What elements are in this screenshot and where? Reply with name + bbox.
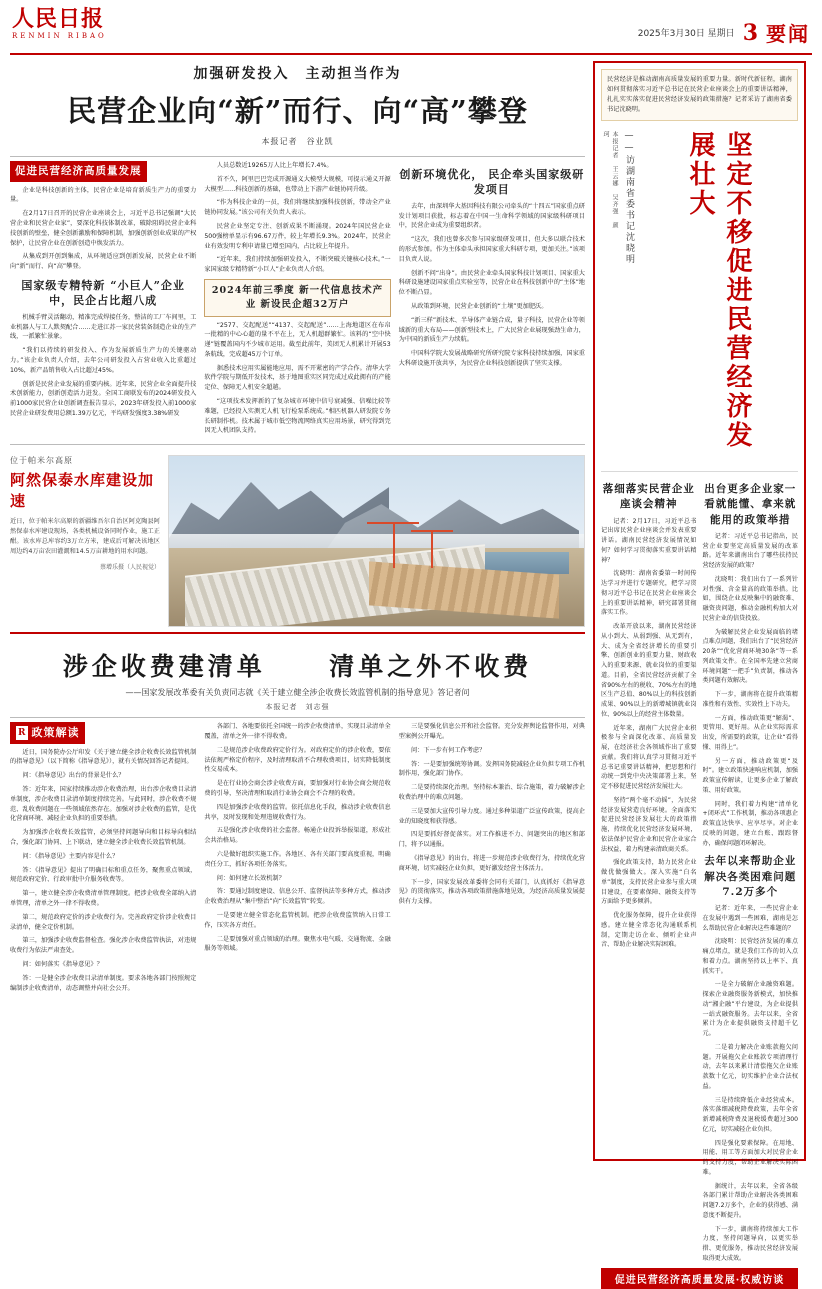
page-number: 3 [742,19,758,46]
feature-headline-left: 涉企收费建清单 [62,652,266,682]
lead-kicker: 加强研发投入 主动担当作为 [193,66,402,82]
paragraph: 沈晓明：我们出台了一系列针对性强、含金量高的政策举措。比如，围绕企业反映集中的融资难、融资贵问题，推动金融机构加大对民营企业的信贷投放。 [702,575,798,622]
photo-story-text [10,455,160,627]
paragraph: 答：一是要加强统筹协调。发挥国务院减轻企业负担专项工作机制作用，强化部门协作。 [398,760,585,778]
paragraph: “近年来，我们持续加强研发投入，不断突破关键核心技术。”一家国家级专精特新“小巨人”企业负责人介绍。 [204,256,391,274]
paragraph: 四是要抓好督促落实。对工作推进不力、问题突出的地区和部门，将予以通报。 [398,831,585,849]
feature-byline: 本报记者 刘志强 [265,703,330,712]
feature-columns [10,722,585,997]
paragraph: 答：近年来，国家持续推动涉企收费治理，出台涉企收费目录清单制度，涉企收费目录清单制度持续完善。与此同时，涉企收费不规范、乱收费问题在一些领域依然存在。加强对涉企收费的监管，是优化营商环境、减轻企业负担的重要举措。 [10,786,197,823]
paragraph: 据悉技术应用实属能地应用，需不开紧密的产学合作。清华大学软件学院与期低开发技术，基于地图重实区同完成过成此拥有的产能定位、保障无人机安全超越。 [204,364,391,392]
paragraph: 答：《指导意见》提出了明确目标和重点任务，聚焦重点领域，规范政府定价、行政审批中介服务收费等。 [10,866,197,884]
paragraph: 答：一是健全涉企收费目录清单制度。要求各地各部门按照规定编制涉企收费清单，动态调整并向社会公开。 [10,974,197,992]
masthead-right [638,8,810,47]
paragraph: 三是要加大宣传引导力度。通过多种渠道广泛宣传政策，提高企业的知晓度和获得感。 [398,807,585,825]
feature-headline-right: 清单之外不收费 [329,652,533,682]
paragraph: 近年来，湖南广大民营企业积极参与全面深化改革、高质量发展，在经济社会各领域作出了重要贡献。我们将认真学习贯彻习近平总书记重要讲话精神，把思想和行动统一到党中央决策部署上来，坚定不移促进民营经济发展壮大。 [601,724,697,791]
interview-columns [601,476,798,1267]
paragraph: 从政策到环境，民营企业创新的“土壤”更加肥沃。 [411,302,548,310]
page-body [10,61,812,1286]
paragraph: 第三，加强涉企收费监督检查。强化涉企收费监管执法，对违规收费行为依法严肃查处。 [10,937,197,955]
logo-pinyin: RENMIN RIBAO [12,32,107,41]
paragraph: 坚持“两个毫不动摇”，为民营经济发展营造良好环境。全面落实促进民营经济发展壮大的政策措施，持续优化民营经济发展环境，依法保护民营企业和民营企业家合法权益，着力构建亲清政商关系。 [601,796,697,853]
paragraph: 问：如何落实《指导意见》？ [22,960,103,968]
interview-footer-banner: 促进民营经济高质量发展·权威访谈 [601,1268,798,1289]
paragraph: 沈晓明：民营经济发展的难点痛点堵点，就是我们工作的切入点和着力点。湖南坚持以上率下、真抓实干。 [702,938,798,975]
paragraph: 沈晓明：湖南省委第一时间传达学习并进行专题研究，把学习贯彻习近平总书记在民营企业座谈会上的重要讲话精神，研究部署贯彻落实工作。 [601,570,697,617]
paragraph: 问：《指导意见》主要内容是什么？ [22,852,119,860]
paragraph: 中国科学院大发展战略研究所研究院专家科技持续加强，国家重大科研设施开放共享，为民营企业科技创新提供了坚实支撑。 [398,350,585,367]
paragraph: 问：如何建立长效机制？ [216,874,285,882]
feature-column-3 [399,722,585,997]
policy-badge-mark: R [16,726,28,740]
subheading: 国家级专精特新 “小巨人”企业中，民企占比超八成 [21,278,185,308]
paragraph: “作为科技企业的一员，我们将继续加强科技创新，带动全产业链协同发展。”该公司有关负责人表示。 [204,199,391,217]
photo-title: 阿然保泰水库建设加速 [10,471,155,511]
paragraph: 四是加强涉企收费的监管。依托信息化手段，推动涉企收费信息共享，及时发现和处理违规收费行为。 [204,803,391,821]
paragraph: 优化服务保障，提升企业获得感。建立健全常态化沟通联系机制，定期走访企业、倾听企业声音、帮助企业解决实际困难。 [601,912,697,949]
feature-subtitle: ——国家发展改革委有关负责同志就《关于建立健全涉企收费长效监管机制的指导意见》答记者问 [125,688,470,698]
interview-byline: 本报记者 王云娜 吴齐强 颜 珂 [602,131,618,237]
paragraph: 六是做好组织实施工作。各地区、各有关部门要高度重视，明确责任分工，抓好各项任务落实。 [204,851,391,868]
paragraph: 同时，我们着力构建“清单化+闭环式”工作机制，推动各项惠企政策直达快享、应享尽享。对企业反映的问题，建立台账、跟踪督办，确保问题闭环解决。 [702,800,798,847]
paragraph: 创新是民营企业发展的重要内核。近年来，民营企业全面提升技术创新能力，创新创造活力迸发。全国工商联发布的2024研发投入前1000家民营企业创新调查报告显示，2023年研发投入前1000家民营企业研发费用总额1.39万亿元，平均研发强度3.38%研发 [10,380,197,417]
paragraph: 答：要通过制度建设、信息公开、监督执法等多种方式，推动涉企收费治理从“集中整治”向“长效监管”转变。 [204,888,391,906]
paragraph: 第二，规范政府定价的涉企收费行为。完善政府定价涉企收费目录清单，健全定价机制。 [10,913,197,931]
paragraph: 首不久，阿里巴巴完成开源通义大模型大规模，可提示通义开源大模型……科技创新的基础，也带动上下游产业链协同升级。 [204,175,391,193]
feature-story [10,639,585,997]
paragraph: 三是要强化信息公开和社会监督。充分发挥舆论监督作用，对典型案例公开曝光。 [398,723,585,741]
interview-title-block [601,131,798,461]
paragraph: “我们以持续的研发投入、作为发展新质生产力的关键驱动力。”该企业负责人介绍，去年公司研发投入占营业收入比重超过10%，新产品销售收入占比超过45%。 [10,347,197,374]
paragraph: 二是要加强对重点领域的治理。聚焦水电气暖、交通物流、金融服务等领域。 [204,935,391,953]
paragraph: 民营企业坚定专注、创新成果不断涌现。2024年国民营企业500强榜单显示有96.67万件，较上年增长9.3%。2024年，民营企业有效发明专利申请量已增至国内，占比较上年提升。 [204,222,391,250]
logo-text: 人民日报 [12,6,105,32]
policy-badge-label: 政策解读 [31,726,80,740]
paragraph: 二是要持续深化治理。坚持标本兼治、综合施策，着力破解涉企收费治理中的难点问题。 [398,784,585,802]
interview-lead: 民营经济是推动湖南高质量发展的重要力量。新时代新征程，湖南如何贯彻落实习近平总书记在民营企业座谈会上的重要讲话精神，扎扎实实落实促进民营经济发展的政策措施？记者采访了湖南省委书记沈晓明。 [601,69,798,121]
interview-section-body [601,517,697,951]
paragraph: 在2月17日召开的民营企业座谈会上，习近平总书记强调“大民营企业和民营企业家”，要深化科技体制改革，破除阻碍民营企业科技创新的壁垒，健全创新激励和保障机制，加强创新创业成果的产权保护，让民营企业在创新创造中焕发活力。 [10,210,197,247]
paragraph: 改革开放以来，湖南民营经济从小到大、从弱到强、从无到有，大、成为全省经济增长的重要引擎、创新创业的重要力量、财政收入的重要来源、就业岗位的重要渠道。目前，全省民营经济贡献了全省90%左右的税收、70%左右的地区生产总值、80%以上的科技创新成果、90%以上的新增城镇就业岗位、90%以上的经营主体数量。 [601,623,697,718]
crane-icon [393,522,395,568]
paragraph: “新三样”新技术、半导体产业链合成，量子科技，民营企业等领域新的重大布局——创新型技术上，广大民营企业展现强劲生命力，为中国的新质生产力续航。 [398,316,585,344]
paragraph: 下一步，国家发展改革委将会同有关部门，认真抓好《指导意见》的贯彻落实，推动各项政策措施落地见效，为经济高质量发展提供有力支撑。 [398,878,585,906]
lead-column-2 [204,161,390,440]
paragraph: 四是强化要素保障。在用地、用能、用工等方面加大对民营企业的支持力度，帮助企业解决实际困难。 [702,1139,798,1176]
interview-section-heading: 出台更多企业家一看就能懂、拿来就能用的政策举措 [704,483,797,526]
interview-title: 坚定不移促进民营经济发展壮大 [685,131,752,451]
interview-column-1 [601,476,697,1267]
paragraph: “这次，我们也曾多次参与国家级研发项目，但大多以联合技术的形式参加。作为主体牵头承担国家重大科研专项，更加关注。”该项目负责人说。 [398,236,585,263]
interview-column-2 [703,476,799,1267]
divider [10,717,585,718]
policy-badge [10,722,85,743]
paragraph: 另一方面，推动政策更“及时”。建立政策快速响应机制，加强政策宣传解读，让更多企业了解政策、用好政策。 [702,757,798,794]
paragraph: 据统计，去年以来，全省各级各部门累计帮助企业解决各类困难问题7.2万多个，企业的获得感、满意度不断提升。 [702,1182,798,1219]
column-badge: 促进民营经济高质量发展 [10,161,147,182]
paragraph: 人员总数近19265万人比上年增长7.4%。 [216,162,333,169]
paragraph: 问：《指导意见》出台的背景是什么？ [22,772,125,780]
photo-image [168,455,585,627]
photo-story [10,455,585,627]
interview-section-heading: 去年以来帮助企业解决各类困难问题7.2万多个 [704,855,797,898]
highlight-box: 2024年前三季度 新一代信息技术产业 新设民企超32万户 [204,279,390,317]
left-zone [10,61,585,1161]
feature-column-1 [10,722,196,997]
paragraph: 二是规范涉企收费政府定价行为。对政府定价的涉企收费，要依法依规严格定价程序，及时清理取消不合理收费项目，切实降低制度性交易成本。 [204,746,391,774]
lead-headline: 民营企业向“新”而行、向“高”攀登 [67,94,528,128]
paragraph: 下一步，湖南将持续加大工作力度，坚持问题导向，以更实举措、更优服务，推动民营经济发展取得更大成效。 [702,1225,798,1262]
interview-feature [593,61,806,1286]
paragraph: 五是强化涉企收费的社会监督。畅通企业投诉举报渠道，形成社会共治格局。 [204,827,391,845]
photo-credit: 蔡增乐摄（人民视觉） [99,563,160,571]
paragraph: 企业是科技创新的主体，民营企业是培育新质生产力的重要力量。 [10,186,197,204]
divider [601,471,798,472]
divider-red [10,632,585,634]
feature-headline [10,647,585,683]
lead-byline: 本报记者 谷业凯 [261,137,334,146]
paragraph: “2577、交起配送”“4137、交起配送”……上海地道区在布帛一批精的中心心超的量不平在上，无人机超群繁忙。该料的“空中快递”链覆盖国内不少城市运用。截至此前年，美团无人机累计开展53条航线，完成超45万个订单。 [204,321,391,358]
paragraph: 从集成到开创到集成，从环境适应到创新发展，民营企业不断向“新”而行、向“高”攀登。 [10,253,197,271]
paragraph: 强化政策支持，助力民营企业做优做强做大。深入实施“白名单”制度，支持民营企业参与重大项目建设，在要素保障、融资支持等方面给予更多倾斜。 [601,859,697,906]
photo-caption: 近日，位于帕米尔高原的新疆维吾尔自治区阿克陶县阿然保泰水库建设现场，各类机械设备同时作业，施工正酣。该水库总库容约3万立方米，建成后可解决该地区周边约4万亩农田灌溉和14.5万亩耕地的用水问题。 [10,518,160,556]
paragraph: 《指导意见》的出台，将进一步规范涉企收费行为，持续优化营商环境，切实减轻企业负担，更好激发经营主体活力。 [398,855,585,872]
divider [10,444,585,445]
paragraph: 近日，国务院办公厅印发《关于建立健全涉企收费长效监管机制的指导意见》（以下简称《指导意见》），就有关情况回答记者提问。 [10,748,197,766]
paragraph: 记者：习近平总书记指出，民营企业要坚定高质量发展的改革路。近年来湖南出台了哪些扶持民营经济发展的政策？ [702,532,798,570]
paragraph: “这项技术发挥新的了复杂城市环境中信号衰减强、信噪比较等难题，已经投入实测无人机飞行检泵系统成。”相匹机器人研发院专务长研制作机。技术属于城市低空物流网络真实应用场景，研究得到完因无人机团队支持。 [204,398,391,435]
paragraph: 三是持续降低企业经营成本。落实落细减税降费政策，去年全省新增减税降费及退税缓费超过300亿元，切实减轻企业负担。 [702,1096,798,1133]
interview-section-heading: 落细落实民营企业座谈会精神 [602,483,695,511]
paragraph: 一方面，推动政策更“解渴”、更管用、更好用。从企业实际需求出发，所需要的政策，让企业“看得懂、用得上”。 [702,714,798,751]
section-title: 要闻 [766,22,810,46]
divider [10,156,585,157]
paragraph: 记者：近年来，一些民营企业在发展中遇到一些困难，湖南是怎么帮助民营企业解决这些难题的？ [702,905,798,932]
paragraph: 下一步，湖南将在提升政策精准性和有效性、实效性上下功夫。 [702,691,798,708]
paragraph: 第一，建立健全涉企收费清单管理制度。把涉企收费全部纳入清单管理，清单之外一律不得收费。 [10,890,197,907]
paragraph: 一是要建立健全常态化监管机制。把涉企收费监管纳入日常工作，压实各方责任。 [204,912,391,929]
paragraph: 为破解民营企业发展面临的堵点难点问题，我们出台了“民营经济20条”“优化营商环境30条”等一系列政策文件。在全国率先建立营商环境问题“一把手”负责制，推动各类问题有效解决。 [702,628,798,685]
paragraph: 记者：2月17日，习近平总书记出席民营企业座谈会并发表重要讲话。湖南民营经济发展情况如何？如何学习贯彻落实重要讲话精神？ [601,517,697,564]
paragraph: 为加强涉企收费长效监管，必须坚持问题导向和目标导向相结合，强化部门协同、上下联动，建立健全涉企收费长效监管机制。 [10,829,197,847]
paragraph: 机械手臂灵活翻动，精准完成焊接任务，整洁的工厂车间里，工业机器人与工人默契配合……走进江苏一家民营装备制造企业的生产线，一派繁忙景象。 [10,313,197,341]
paragraph: 二是着力解决企业账款拖欠问题。开展拖欠企业账款专项清理行动，去年以来累计清偿拖欠企业账款数十亿元，切实维护企业合法权益。 [702,1043,798,1090]
masthead [10,0,812,55]
interview-section-body-cont [703,482,799,1263]
paragraph: 去年，由深圳华大基因科技有限公司牵头的“十四五”国家重点研发计划项目获批，标志着在中国一生命科学领域的国家级科研项目中，民营企业成为重要组织者。 [398,202,585,230]
lead-columns [10,161,585,440]
subheading: 创新环境优化， 民企牵头国家级研发项目 [399,168,585,197]
photo-eyebrow: 位于帕米尔高原 [10,456,73,466]
newspaper-logo [12,8,107,40]
crane-icon [431,530,433,568]
paragraph: 问：下一步有何工作考虑？ [411,746,486,754]
paragraph: 是在行业协会商会涉企收费方面，要加强对行业协会商会规范收费的引导，坚决清理和取消行业协会商会不合理的收费。 [204,780,391,798]
paragraph: 各部门、各地要依托全国统一的涉企收费清单，实现目录清单全覆盖，清单之外一律不得收费。 [204,723,391,741]
lead-column-1 [10,161,196,440]
interview-subtitle: ——访湖南省委书记沈晓明 [624,131,634,266]
paragraph: 一是全力破解企业融资难题。探索企业融资服务新模式，加快推动“湘企融”平台建设，为企业提供一站式融资服务。去年以来，全省累计为企业提供融资支持超千亿元。 [702,981,798,1037]
paragraph: 创新不问“出身”。由民营企业牵头国家科技计划项目、国家重大科研设施建设国家重点实验室等，民营企业在科技创新中的“主体”地位不断凸显。 [398,269,585,297]
feature-column-2 [204,722,390,997]
issue-date: 2025年3月30日 星期日 [637,29,735,39]
lead-column-3 [399,161,585,440]
